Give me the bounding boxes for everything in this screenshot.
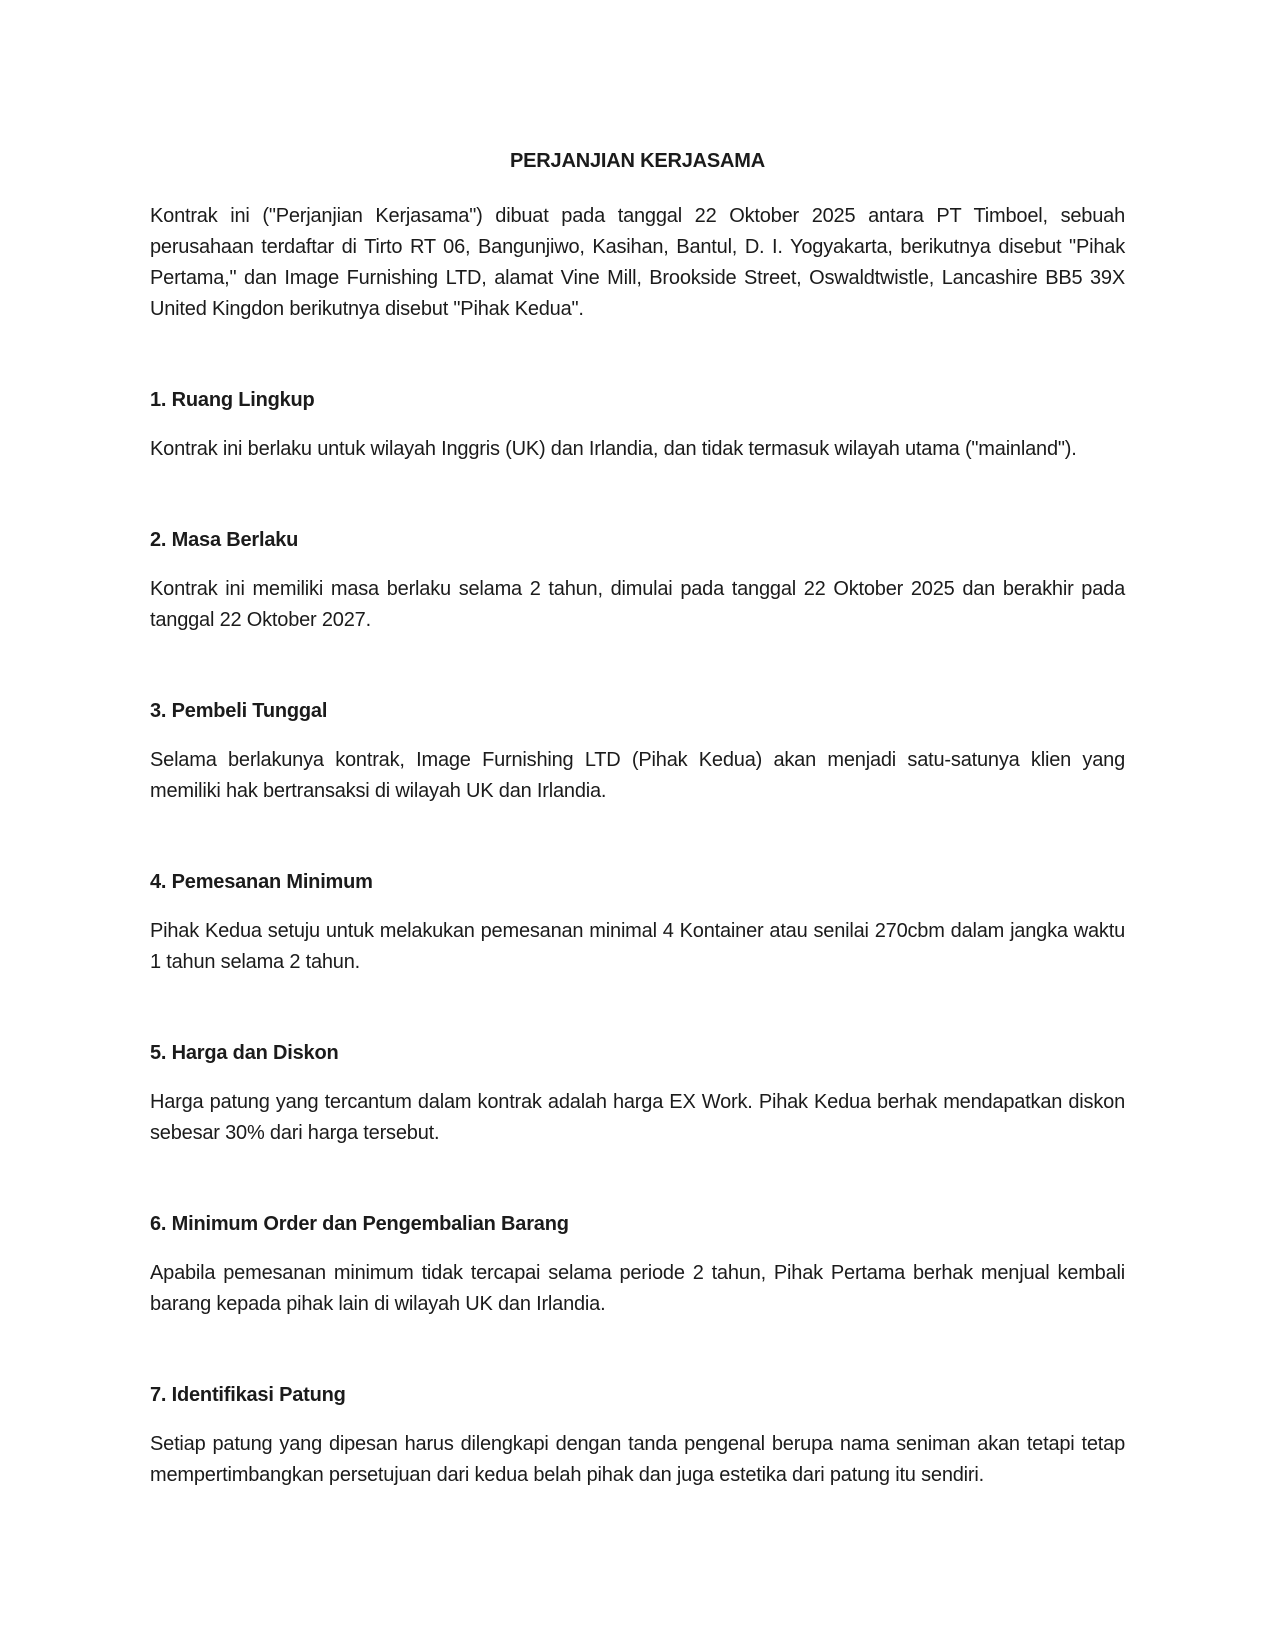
section-4-heading: 4. Pemesanan Minimum bbox=[150, 871, 373, 893]
section-1-heading: 1. Ruang Lingkup bbox=[150, 389, 315, 411]
section-2-body: Kontrak ini memiliki masa berlaku selama 2 tahun, dimulai pada tanggal 22 Oktober 2025 dan berakhir pada tanggal 22 Oktober 2027. bbox=[150, 578, 1125, 631]
section-identifikasi-patung bbox=[150, 1382, 1125, 1491]
section-5-heading: 5. Harga dan Diskon bbox=[150, 1042, 339, 1064]
intro-paragraph: Kontrak ini ("Perjanjian Kerjasama") dibuat pada tanggal 22 Oktober 2025 antara PT Timboel, sebuah perusahaan terdaftar di Tirto RT 06, Bangunjiwo, Kasihan, Bantul, D. I. Yogyakarta, berikutnya disebut "Pihak Pertama," dan Image Furnishing LTD, alamat Vine Mill, Brookside Street, Oswaldtwistle, Lancashire BB5 39X United Kingdon berikutnya disebut "Pihak Kedua". bbox=[150, 205, 1125, 320]
section-1-body: Kontrak ini berlaku untuk wilayah Inggris (UK) dan Irlandia, dan tidak termasuk wilayah utama ("mainland"). bbox=[150, 438, 1077, 460]
section-masa-berlaku bbox=[150, 527, 1125, 636]
section-pembeli-tunggal bbox=[150, 698, 1125, 807]
section-6-heading: 6. Minimum Order dan Pengembalian Barang bbox=[150, 1213, 569, 1235]
section-pemesanan-minimum bbox=[150, 869, 1125, 978]
section-5-body: Harga patung yang tercantum dalam kontrak adalah harga EX Work. Pihak Kedua berhak mendapatkan diskon sebesar 30% dari harga tersebut. bbox=[150, 1091, 1125, 1144]
section-4-body: Pihak Kedua setuju untuk melakukan pemesanan minimal 4 Kontainer atau senilai 270cbm dalam jangka waktu 1 tahun selama 2 tahun. bbox=[150, 920, 1125, 973]
section-3-body: Selama berlakunya kontrak, Image Furnishing LTD (Pihak Kedua) akan menjadi satu-satunya klien yang memiliki hak bertransaksi di wilayah UK dan Irlandia. bbox=[150, 749, 1125, 802]
section-3-heading: 3. Pembeli Tunggal bbox=[150, 700, 328, 722]
section-ruang-lingkup bbox=[150, 387, 1125, 465]
section-2-heading: 2. Masa Berlaku bbox=[150, 529, 299, 551]
section-6-body: Apabila pemesanan minimum tidak tercapai selama periode 2 tahun, Pihak Pertama berhak menjual kembali barang kepada pihak lain di wilayah UK dan Irlandia. bbox=[150, 1262, 1125, 1315]
section-7-heading: 7. Identifikasi Patung bbox=[150, 1384, 346, 1406]
section-minimum-order bbox=[150, 1211, 1125, 1320]
section-7-body: Setiap patung yang dipesan harus dilengkapi dengan tanda pengenal berupa nama seniman akan tetapi tetap mempertimbangkan persetujuan dari kedua belah pihak dan juga estetika dari patung itu sendiri. bbox=[150, 1433, 1125, 1486]
document-title: PERJANJIAN KERJASAMA bbox=[510, 150, 765, 172]
section-harga-dan-diskon bbox=[150, 1040, 1125, 1149]
